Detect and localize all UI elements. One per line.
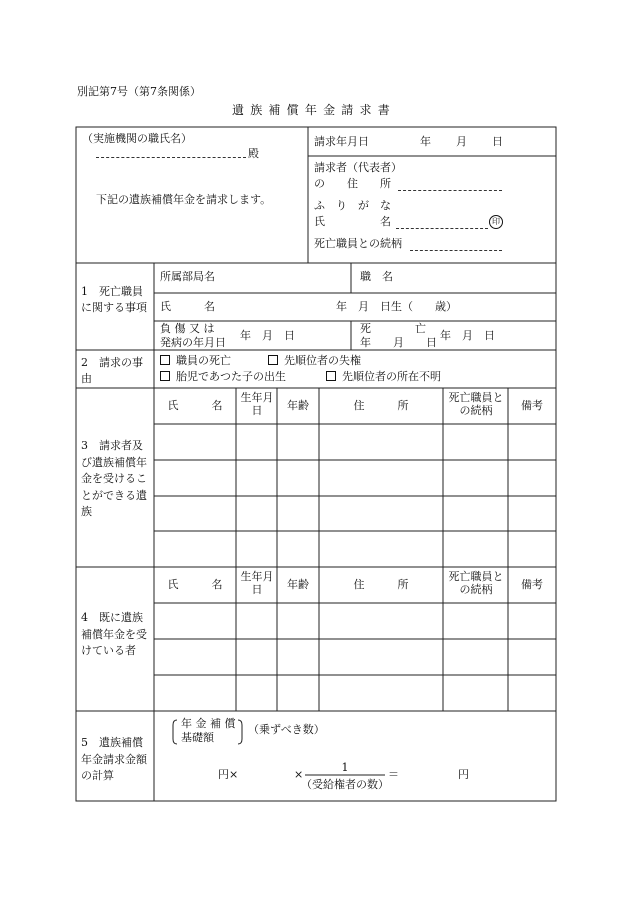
option-birth[interactable]: 胎児であつた子の出生 [160,371,286,384]
agency-label: （実施機関の職氏名） [82,132,192,145]
death-label-2: 年 月 日 [360,336,437,349]
col-relation: 死亡職員との続柄 [448,391,504,417]
seal-mark [489,215,503,229]
yen-result: 円 [458,768,469,781]
name-label: 氏 名 [314,215,391,228]
address-line[interactable] [398,190,502,191]
request-date-label: 請求年月日 [314,135,369,148]
furigana-label: ふ り が な [314,199,391,212]
col-address-4: 住 所 [353,578,409,591]
col-birth-4: 生年月日 [240,570,274,596]
honorific: 殿 [248,147,259,160]
relation-label: 死亡職員との続柄 [314,237,402,250]
seal-icon: 印 [489,215,503,229]
injury-ymd: 年 月 日 [240,329,295,342]
checkbox-icon[interactable] [160,355,170,365]
yen-times: 円× [218,768,239,781]
claimant-label: 請求者（代表者） [314,161,402,174]
col-address: 住 所 [353,399,409,412]
col-name-4: 氏 名 [167,578,223,591]
injury-label-2: 発病の年月日 [160,336,226,349]
request-text: 下記の遺族補償年金を請求します。 [96,193,272,206]
col-age: 年齢 [287,399,309,412]
section4-label: 4 既に遺族補償年金を受けている者 [81,611,147,657]
col-name: 氏 名 [167,399,223,412]
request-year: 年 [420,135,431,148]
address-label: の 住 所 [314,177,391,190]
bracket-left [173,720,177,744]
dept-label: 所属部局名 [160,270,215,283]
section5-label: 5 遺族補償年金請求金額の計算 [81,736,147,782]
option-death[interactable]: 職員の死亡 [160,355,231,368]
post-label: 職 名 [360,270,393,283]
multiplier-label: （乗ずべき数） [248,723,325,736]
checkbox-icon[interactable] [326,371,336,381]
bracket-right [238,720,242,744]
form-title: 遺 族 補 償 年 金 請 求 書 [232,103,391,117]
deceased-name-label: 氏 名 [160,300,215,313]
option-missing[interactable]: 先順位者の所在不明 [326,371,441,384]
checkbox-icon[interactable] [160,371,170,381]
col-relation-4: 死亡職員との続柄 [448,570,504,596]
form-number: 別記第7号（第7条関係） [77,85,201,98]
times-sign: × [294,768,304,781]
request-day: 日 [492,135,503,148]
section1-label: 1 死亡職員に関する事項 [81,285,147,314]
col-remarks-4: 備考 [521,578,543,591]
injury-label-1: 負 傷 又 は [160,322,215,335]
col-remarks: 備考 [521,399,543,412]
equals-sign: ＝ [388,768,399,781]
death-label-1: 死 亡 [360,322,426,335]
base-amount-1: 年 金 補 償 [181,717,236,730]
relation-line[interactable] [410,250,502,251]
birth-label: 年 月 日生（ 歳） [336,300,457,313]
fraction-numerator: 1 [341,761,349,774]
death-ymd: 年 月 日 [440,329,495,342]
option-forfeit[interactable]: 先順位者の失権 [268,355,361,368]
section3-label: 3 請求者及び遺族補償年金を受けることができる遺族 [81,439,147,518]
base-amount-2: 基礎額 [181,731,214,744]
col-age-4: 年齢 [287,578,309,591]
checkbox-icon[interactable] [268,355,278,365]
fraction-denominator: （受給権者の数） [301,778,389,791]
agency-name-line[interactable] [96,157,246,158]
name-line[interactable] [396,228,488,229]
section2-label: 2 請求の事由 [81,356,143,385]
col-birth: 生年月日 [240,391,274,417]
request-month: 月 [456,135,467,148]
